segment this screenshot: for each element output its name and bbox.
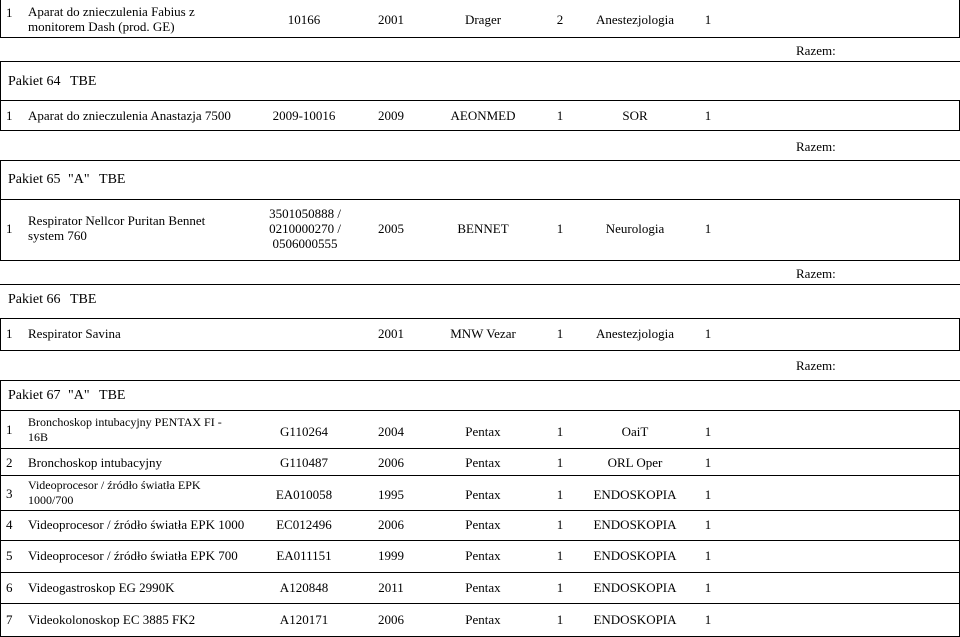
pakiet-label: Pakiet — [8, 292, 43, 307]
row-count: 1 — [704, 548, 712, 563]
row-qty: 1 — [556, 612, 564, 627]
razem-label: Razem: — [796, 139, 836, 154]
row-name: Respirator Nellcor Puritan Bennet system 760 — [28, 213, 206, 243]
pakiet-header — [8, 74, 96, 89]
row-name: Respirator Savina — [28, 326, 121, 341]
row-name: Videokolonoskop EC 3885 FK2 — [28, 612, 196, 627]
row-year: 2006 — [378, 612, 404, 627]
row-year: 2011 — [378, 580, 404, 595]
row-qty: 1 — [556, 221, 564, 236]
row-dept: ENDOSKOPIA — [593, 612, 677, 627]
row-maker: MNW Vezar — [450, 326, 516, 341]
row-year: 2009 — [378, 108, 404, 123]
row-name: Bronchoskop intubacyjny PENTAX FI - 16B — [28, 415, 222, 444]
row-dept: ENDOSKOPIA — [593, 517, 677, 532]
razem-label: Razem: — [796, 358, 836, 373]
row-count: 1 — [704, 487, 712, 502]
razem-label: Razem: — [796, 266, 836, 281]
row-count: 1 — [704, 612, 712, 627]
row-maker: BENNET — [457, 221, 509, 236]
row-qty: 1 — [556, 517, 564, 532]
row-no: 1 — [6, 422, 13, 437]
row-count: 1 — [704, 580, 712, 595]
row-no: 6 — [6, 580, 13, 595]
row-serial: G110264 — [280, 424, 328, 439]
row-maker: Drager — [464, 12, 502, 27]
row-count: 1 — [704, 455, 712, 470]
pakiet-suffix: "A" — [68, 172, 90, 187]
row-no: 7 — [6, 612, 13, 627]
row-serial: EA011151 — [276, 548, 332, 563]
row-year: 2001 — [378, 12, 404, 27]
row-serial: 3501050888 / 0210000270 / 0506000555 — [269, 206, 341, 251]
row-no: 1 — [6, 5, 13, 20]
row-serial: A120171 — [279, 612, 329, 627]
pakiet-suffix: "A" — [68, 388, 90, 403]
row-dept: Anestezjologia — [596, 12, 674, 27]
row-qty: 1 — [556, 108, 564, 123]
row-serial: EA010058 — [275, 487, 333, 502]
row-serial: G110487 — [280, 455, 328, 470]
row-maker: Pentax — [465, 517, 501, 532]
row-no: 4 — [6, 517, 13, 532]
row-dept: OaiT — [621, 424, 649, 439]
row-dept: ORL Oper — [607, 455, 663, 470]
row-count: 1 — [704, 12, 712, 27]
row-maker: Pentax — [465, 548, 501, 563]
pakiet-tbe: TBE — [99, 388, 126, 403]
row-dept: Neurologia — [605, 221, 665, 236]
pakiet-number: 66 — [46, 292, 61, 307]
pakiet-number: 64 — [46, 74, 61, 89]
row-serial: A120848 — [279, 580, 329, 595]
row-maker: Pentax — [465, 424, 501, 439]
row-no: 1 — [6, 326, 13, 341]
row-maker: Pentax — [465, 580, 501, 595]
pakiet-tbe: TBE — [99, 172, 126, 187]
row-dept: ENDOSKOPIA — [593, 548, 677, 563]
row-qty: 1 — [556, 424, 564, 439]
pakiet-header — [8, 388, 126, 403]
row-dept: SOR — [622, 108, 648, 123]
row-qty: 2 — [556, 12, 564, 27]
row-no: 1 — [6, 221, 13, 236]
pakiet-header — [8, 172, 126, 187]
row-qty: 1 — [556, 548, 564, 563]
pakiet-header — [8, 292, 96, 307]
row-qty: 1 — [556, 455, 564, 470]
row-year: 2005 — [378, 221, 404, 236]
row-serial: EC012496 — [276, 517, 332, 532]
row-name: Videoprocesor / źródło światła EPK 700 — [28, 548, 238, 563]
pakiet-number: 65 — [46, 172, 61, 187]
pakiet-label: Pakiet — [8, 388, 43, 403]
pakiet-tbe: TBE — [70, 74, 97, 89]
row-dept: Anestezjologia — [596, 326, 674, 341]
row-no: 5 — [6, 548, 13, 563]
row-qty: 1 — [556, 580, 564, 595]
row-qty: 1 — [556, 487, 564, 502]
row-year: 2004 — [378, 424, 404, 439]
row-no: 3 — [6, 486, 13, 501]
row-count: 1 — [704, 424, 712, 439]
row-year: 2006 — [378, 517, 404, 532]
row-name: Aparat do znieczulenia Fabius z monitorem Dash (prod. GE) — [28, 4, 195, 34]
row-name: Aparat do znieczulenia Anastazja 7500 — [28, 108, 231, 123]
pakiet-label: Pakiet — [8, 74, 43, 89]
row-maker: AEONMED — [450, 108, 516, 123]
row-maker: Pentax — [465, 487, 501, 502]
row-year: 2001 — [378, 326, 404, 341]
row-name: Videoprocesor / źródło światła EPK 1000 — [28, 517, 245, 532]
row-no: 1 — [6, 108, 13, 123]
row-count: 1 — [704, 517, 712, 532]
row-maker: Pentax — [465, 612, 501, 627]
pakiet-tbe: TBE — [70, 292, 97, 307]
row-count: 1 — [704, 108, 712, 123]
row-qty: 1 — [556, 326, 564, 341]
row-serial: 2009-10016 — [272, 108, 336, 123]
row-name: Videogastroskop EG 2990K — [28, 580, 175, 595]
row-dept: ENDOSKOPIA — [593, 487, 677, 502]
row-count: 1 — [704, 326, 712, 341]
row-year: 1995 — [378, 487, 404, 502]
row-year: 1999 — [378, 548, 404, 563]
row-year: 2006 — [378, 455, 404, 470]
row-no: 2 — [6, 455, 13, 470]
row-serial: 10166 — [287, 12, 321, 27]
row-count: 1 — [704, 221, 712, 236]
row-dept: ENDOSKOPIA — [593, 580, 677, 595]
pakiet-number: 67 — [46, 388, 61, 403]
row-maker: Pentax — [465, 455, 501, 470]
row-name: Bronchoskop intubacyjny — [28, 455, 162, 470]
row-name: Videoprocesor / źródło światła EPK 1000/700 — [28, 478, 201, 507]
razem-label: Razem: — [796, 43, 836, 58]
pakiet-label: Pakiet — [8, 172, 43, 187]
